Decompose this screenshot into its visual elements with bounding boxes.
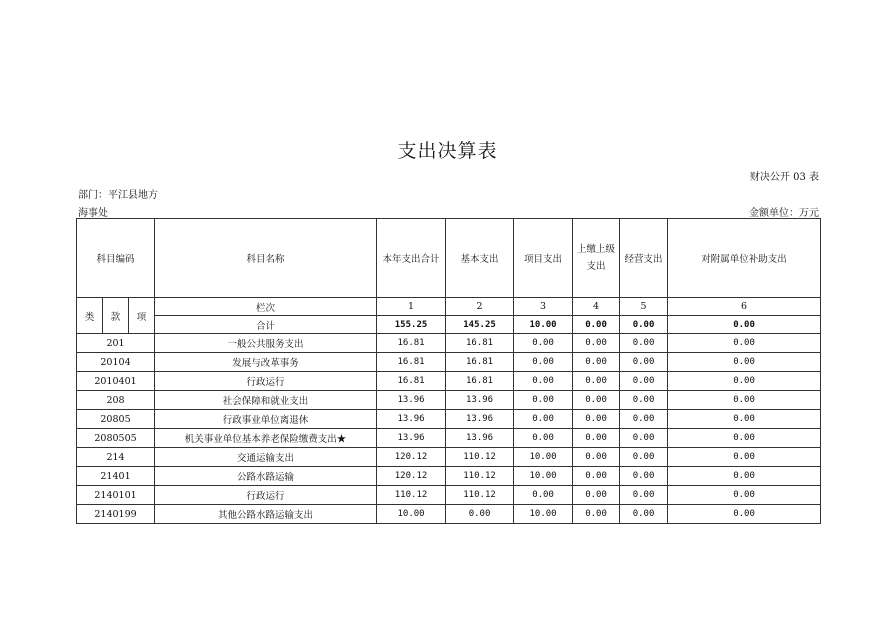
- table-row: [77, 410, 821, 429]
- row-remit: 0.00: [573, 334, 620, 353]
- row-subject-code: 208: [77, 391, 155, 410]
- row-subject-code: 2140199: [77, 505, 155, 524]
- total-remit: 0.00: [573, 316, 620, 334]
- total-row: [77, 316, 821, 334]
- row-project: 10.00: [514, 467, 573, 486]
- row-project: 10.00: [514, 448, 573, 467]
- table-row: [77, 372, 821, 391]
- row-subject-name: 一般公共服务支出: [155, 334, 377, 353]
- total-subsidy: 0.00: [668, 316, 821, 334]
- row-business: 0.00: [620, 391, 668, 410]
- row-basic: 13.96: [446, 391, 514, 410]
- row-business: 0.00: [620, 353, 668, 372]
- row-total: 16.81: [377, 353, 446, 372]
- column-index-6: 6: [668, 298, 821, 316]
- col-header-remit: 上缴上级支出: [573, 219, 620, 298]
- row-basic: 0.00: [446, 505, 514, 524]
- row-total: 16.81: [377, 334, 446, 353]
- row-subject-name: 机关事业单位基本养老保险缴费支出★: [155, 429, 377, 448]
- row-subject-code: 2140101: [77, 486, 155, 505]
- row-subsidy: 0.00: [668, 410, 821, 429]
- row-project: 10.00: [514, 505, 573, 524]
- row-basic: 110.12: [446, 467, 514, 486]
- col-header-subsidy: 对附属单位补助支出: [668, 219, 821, 298]
- sub-header-xiang: 项: [129, 298, 155, 334]
- row-subject-code: 2010401: [77, 372, 155, 391]
- row-project: 0.00: [514, 410, 573, 429]
- row-subsidy: 0.00: [668, 334, 821, 353]
- row-basic: 13.96: [446, 429, 514, 448]
- col-header-subject-name: 科目名称: [155, 219, 377, 298]
- department-label-line2: 海事处: [78, 208, 108, 219]
- col-header-total: 本年支出合计: [377, 219, 446, 298]
- column-index-row: [77, 298, 821, 316]
- total-basic: 145.25: [446, 316, 514, 334]
- row-basic: 110.12: [446, 448, 514, 467]
- row-subject-name: 交通运输支出: [155, 448, 377, 467]
- row-total: 16.81: [377, 372, 446, 391]
- column-index-2: 2: [446, 298, 514, 316]
- row-subject-code: 201: [77, 334, 155, 353]
- row-remit: 0.00: [573, 448, 620, 467]
- row-project: 0.00: [514, 372, 573, 391]
- row-business: 0.00: [620, 372, 668, 391]
- row-business: 0.00: [620, 429, 668, 448]
- sub-header-lanci: 栏次: [155, 298, 377, 316]
- row-subsidy: 0.00: [668, 353, 821, 372]
- row-subject-code: 20805: [77, 410, 155, 429]
- sub-header-kuan: 款: [103, 298, 129, 334]
- table-row: [77, 353, 821, 372]
- row-basic: 110.12: [446, 486, 514, 505]
- row-subject-code: 21401: [77, 467, 155, 486]
- row-remit: 0.00: [573, 486, 620, 505]
- expenditure-table: [76, 218, 821, 524]
- row-subject-name: 行政运行: [155, 372, 377, 391]
- row-total: 10.00: [377, 505, 446, 524]
- page-title: 支出决算表: [397, 140, 498, 162]
- row-project: 0.00: [514, 334, 573, 353]
- column-index-4: 4: [573, 298, 620, 316]
- row-remit: 0.00: [573, 410, 620, 429]
- row-project: 0.00: [514, 353, 573, 372]
- total-total: 155.25: [377, 316, 446, 334]
- row-business: 0.00: [620, 448, 668, 467]
- row-total: 13.96: [377, 410, 446, 429]
- row-subject-code: 214: [77, 448, 155, 467]
- table-row: [77, 334, 821, 353]
- row-remit: 0.00: [573, 391, 620, 410]
- department-label-line1: 部门：平江县地方: [78, 190, 158, 201]
- row-remit: 0.00: [573, 505, 620, 524]
- row-business: 0.00: [620, 334, 668, 353]
- row-basic: 16.81: [446, 372, 514, 391]
- total-project: 10.00: [514, 316, 573, 334]
- row-total: 13.96: [377, 429, 446, 448]
- row-subject-name: 行政事业单位离退休: [155, 410, 377, 429]
- table-row: [77, 391, 821, 410]
- row-business: 0.00: [620, 467, 668, 486]
- header-row: [77, 219, 821, 298]
- row-subsidy: 0.00: [668, 486, 821, 505]
- col-header-project: 项目支出: [514, 219, 573, 298]
- row-total: 13.96: [377, 391, 446, 410]
- row-subject-code: 2080505: [77, 429, 155, 448]
- total-business: 0.00: [620, 316, 668, 334]
- column-index-5: 5: [620, 298, 668, 316]
- table-row: [77, 448, 821, 467]
- row-remit: 0.00: [573, 467, 620, 486]
- row-total: 110.12: [377, 486, 446, 505]
- row-subject-name: 公路水路运输: [155, 467, 377, 486]
- row-remit: 0.00: [573, 372, 620, 391]
- row-subsidy: 0.00: [668, 467, 821, 486]
- sub-header-lei: 类: [77, 298, 103, 334]
- total-label: 合计: [155, 316, 377, 334]
- row-subject-code: 20104: [77, 353, 155, 372]
- row-project: 0.00: [514, 391, 573, 410]
- row-project: 0.00: [514, 429, 573, 448]
- row-total: 120.12: [377, 467, 446, 486]
- row-subject-name: 其他公路水路运输支出: [155, 505, 377, 524]
- row-basic: 13.96: [446, 410, 514, 429]
- col-header-business: 经营支出: [620, 219, 668, 298]
- row-subject-name: 行政运行: [155, 486, 377, 505]
- row-subsidy: 0.00: [668, 505, 821, 524]
- row-subsidy: 0.00: [668, 372, 821, 391]
- row-business: 0.00: [620, 505, 668, 524]
- row-subsidy: 0.00: [668, 448, 821, 467]
- form-number: 财决公开 03 表: [749, 172, 819, 183]
- row-business: 0.00: [620, 486, 668, 505]
- col-header-basic: 基本支出: [446, 219, 514, 298]
- row-subsidy: 0.00: [668, 429, 821, 448]
- column-index-3: 3: [514, 298, 573, 316]
- table-row: [77, 467, 821, 486]
- table-row: [77, 429, 821, 448]
- row-total: 120.12: [377, 448, 446, 467]
- row-project: 0.00: [514, 486, 573, 505]
- col-header-subject-code: 科目编码: [77, 219, 155, 298]
- row-remit: 0.00: [573, 429, 620, 448]
- row-business: 0.00: [620, 410, 668, 429]
- row-subject-name: 社会保障和就业支出: [155, 391, 377, 410]
- row-subsidy: 0.00: [668, 391, 821, 410]
- row-basic: 16.81: [446, 334, 514, 353]
- amount-unit: 金额单位：万元: [749, 208, 819, 219]
- row-subject-name: 发展与改革事务: [155, 353, 377, 372]
- table-row: [77, 486, 821, 505]
- row-remit: 0.00: [573, 353, 620, 372]
- table-row: [77, 505, 821, 524]
- row-basic: 16.81: [446, 353, 514, 372]
- column-index-1: 1: [377, 298, 446, 316]
